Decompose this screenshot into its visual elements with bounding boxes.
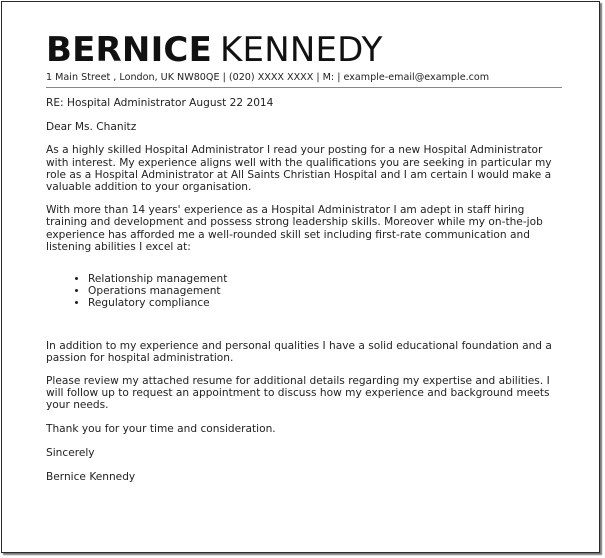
header-divider <box>46 87 562 88</box>
closing: Sincerely <box>46 446 95 459</box>
paragraph-intro: As a highly skilled Hospital Administrator I read your posting for a new Hospital Administrator with interest. My experience aligns well with the qualifications you are seeking in particular my role as a Hospital Administrator at All Saints Christian Hospital and I am certain I would make a valuable addition to your organisation. <box>46 144 552 194</box>
list-item: • Relationship management <box>88 273 566 285</box>
paragraph-experience: With more than 14 years' experience as a Hospital Administrator I am adept in staff hiring training and development and possess strong leadership skills. Moreover while my on-the-job experience has afforded me a well-rounded skill set including first-rate communication and listening abilities I excel at: <box>46 204 543 253</box>
paragraph-follow-up: Please review my attached resume for additional details regarding my expertise and abilities. I will follow up to request an appointment to discuss how my experience and background meets your needs. <box>46 375 550 412</box>
paragraph-thanks: Thank you for your time and consideration. <box>46 422 276 435</box>
re-line: RE: Hospital Administrator August 22 2014 <box>46 97 274 109</box>
salutation: Dear Ms. Chanitz <box>46 121 137 134</box>
applicant-name <box>46 31 566 69</box>
last-name: KENNEDY <box>220 30 383 70</box>
list-item: • Regulatory compliance <box>88 297 566 309</box>
list-item: • Operations management <box>88 285 566 297</box>
skills-list <box>46 273 566 310</box>
document-frame <box>1 1 600 553</box>
first-name: BERNICE <box>46 30 213 70</box>
contact-line: 1 Main Street , London, UK NW80QE | (020) XXXX XXXX | M: | example-email@example.com <box>46 72 490 83</box>
paragraph-education: In addition to my experience and personal qualities I have a solid educational foundation and a passion for hospital administration. <box>46 339 552 364</box>
cover-letter <box>46 31 566 483</box>
signature-name: Bernice Kennedy <box>46 471 136 484</box>
